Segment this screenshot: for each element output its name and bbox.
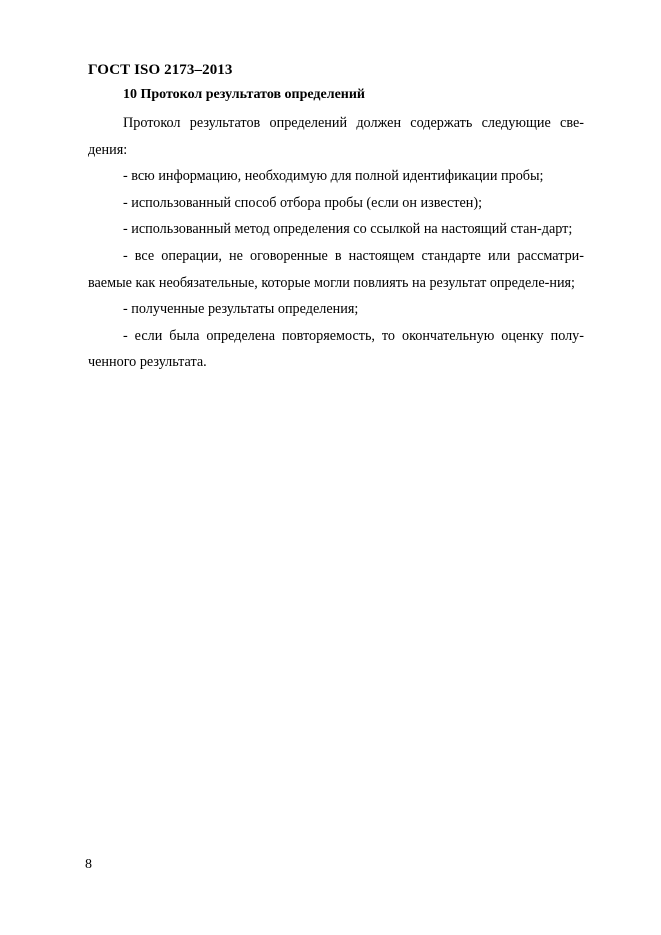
list-item: - использованный метод определения со ссылкой на настоящий стан-дарт; (123, 221, 573, 238)
list-item: - использованный способ отбора пробы (если он известен); (123, 194, 483, 211)
list-item: - все операции, не оговоренные в настоящем стандарте или рассматри-ваемые как необязательные, которые могли повлиять на результат определе-ния; (88, 247, 584, 291)
list-item: - если была определена повторяемость, то окончательную оценку полу-ченного результата. (88, 327, 584, 371)
document-code: ГОСТ ISO 2173–2013 (88, 62, 233, 78)
list-item: - всю информацию, необходимую для полной идентификации пробы; (123, 168, 544, 185)
intro-paragraph: Протокол результатов определений должен содержать следующие све-дения: (88, 115, 584, 158)
section-body (88, 110, 584, 376)
page-number: 8 (85, 857, 92, 872)
section-heading: 10 Протокол результатов определений (123, 87, 365, 102)
list-item: - полученные результаты определения; (123, 301, 359, 318)
